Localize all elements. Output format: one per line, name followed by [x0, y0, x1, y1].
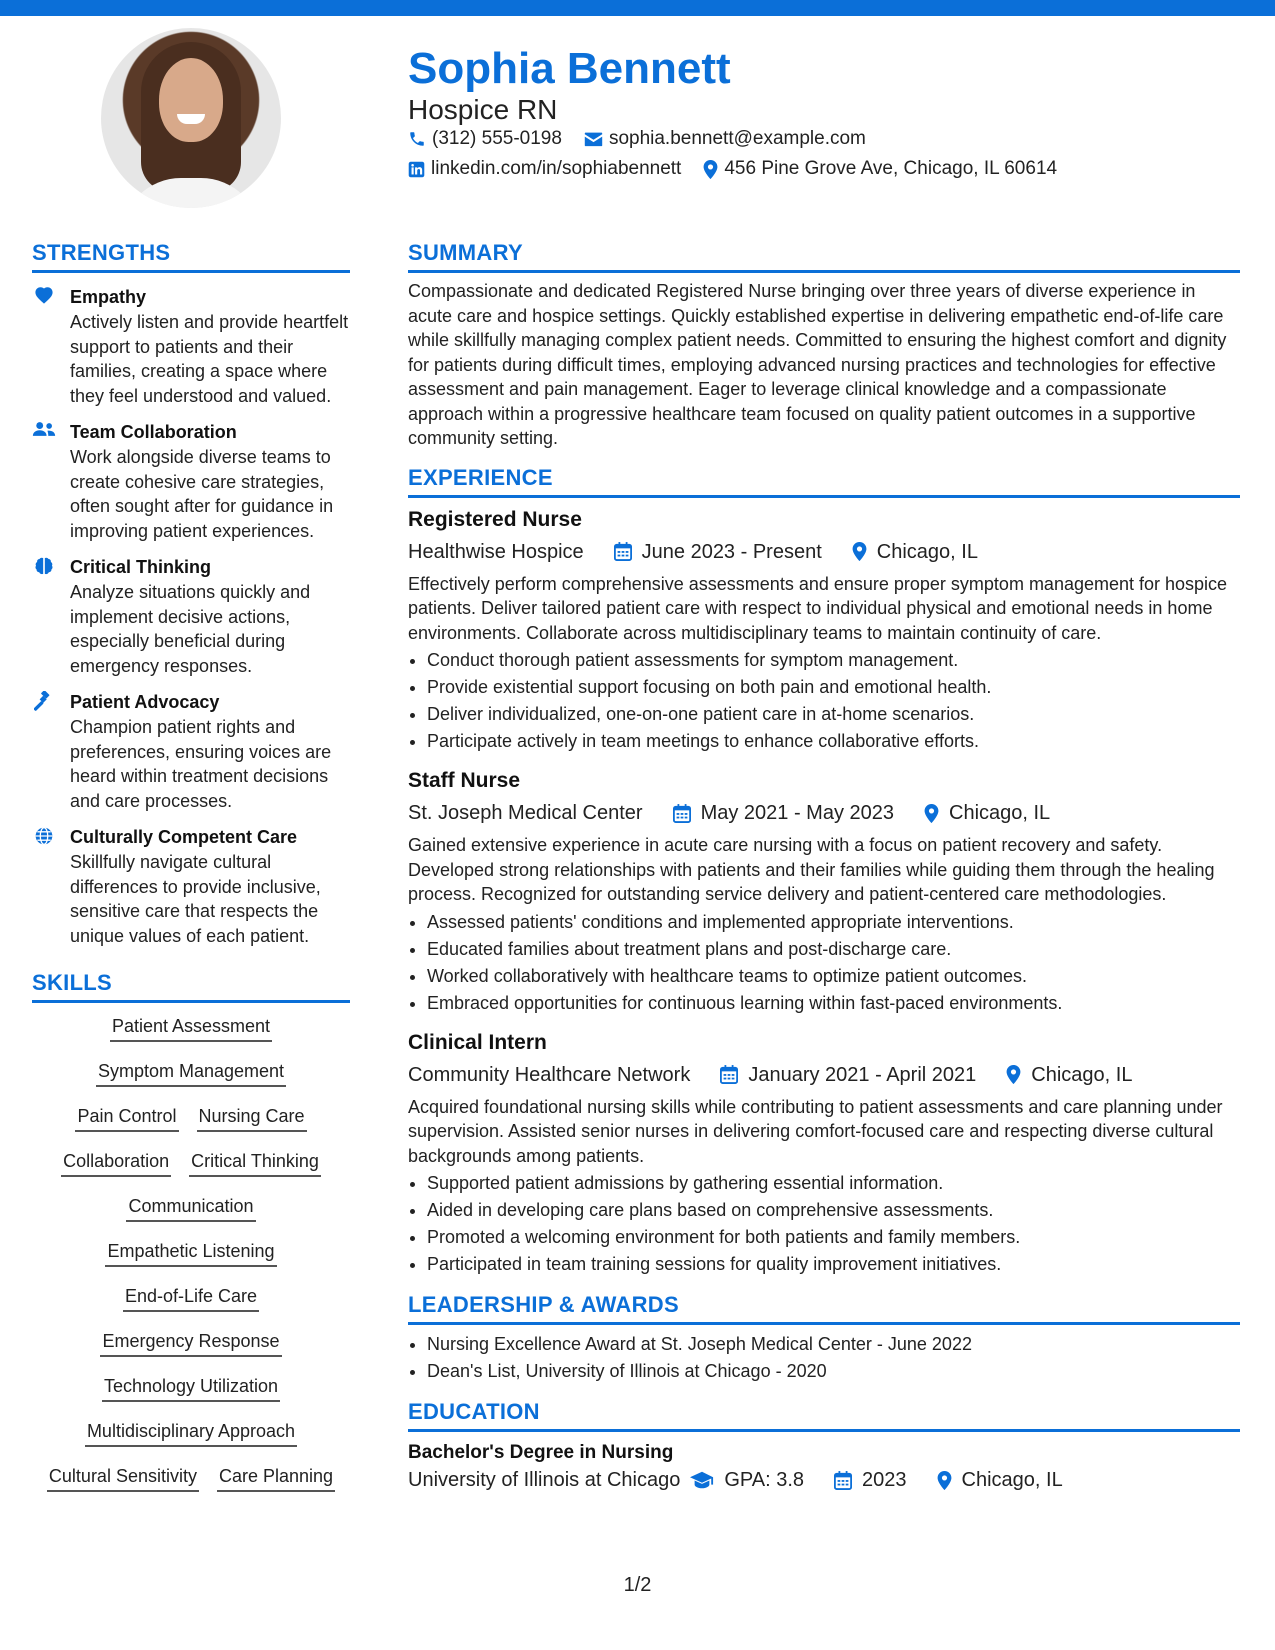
- job-entry: [408, 506, 1240, 756]
- education-location: Chicago, IL: [961, 1469, 1063, 1491]
- strength-item: [32, 420, 350, 543]
- map-pin-icon: [924, 804, 939, 823]
- job-dates: June 2023 - Present: [641, 540, 822, 563]
- strength-description: Champion patient rights and preferences, ensuring voices are heard within treatment decisions and care processes.: [70, 717, 332, 811]
- job-entry: [408, 1029, 1240, 1279]
- skills-row: [32, 1420, 350, 1465]
- skill-tag: End-of-Life Care: [123, 1285, 259, 1312]
- strength-name: Critical Thinking: [70, 557, 212, 577]
- experience-list: [408, 506, 1240, 1279]
- skills-heading: SKILLS: [32, 970, 350, 1003]
- strength-name: Patient Advocacy: [70, 692, 220, 712]
- education-heading: EDUCATION: [408, 1399, 1240, 1432]
- skill-tag: Emergency Response: [100, 1330, 281, 1357]
- contact-row-1: [408, 128, 866, 150]
- envelope-icon: [584, 131, 603, 147]
- phone-icon: [408, 130, 426, 148]
- job-entry: [408, 767, 1240, 1017]
- job-bullets: [408, 909, 1240, 1017]
- strength-name: Empathy: [70, 287, 147, 307]
- skill-tag: Technology Utilization: [102, 1375, 280, 1402]
- linkedin-icon: [408, 161, 425, 178]
- skill-tag: Pain Control: [75, 1105, 178, 1132]
- job-meta: [408, 538, 1240, 566]
- email-link[interactable]: sophia.bennett@example.com: [608, 128, 866, 149]
- school-name: University of Illinois at Chicago: [408, 1469, 681, 1491]
- skill-tag: Multidisciplinary Approach: [85, 1420, 297, 1447]
- skill-tag: Communication: [126, 1195, 255, 1222]
- strength-item: [32, 825, 350, 948]
- job-location: Chicago, IL: [876, 540, 978, 563]
- globe-icon: [32, 825, 56, 948]
- job-bullet: • Assessed patients' conditions and implemented appropriate interventions.: [427, 909, 1240, 936]
- job-dates: January 2021 - April 2021: [748, 1063, 977, 1086]
- address-text: 456 Pine Grove Ave, Chicago, IL 60614: [724, 158, 1058, 179]
- job-meta: [408, 1061, 1240, 1089]
- strength-item: [32, 285, 350, 408]
- users-icon: [32, 420, 56, 543]
- education-meta: [408, 1466, 1240, 1494]
- award-item: • Nursing Excellence Award at St. Joseph Medical Center - June 2022: [427, 1331, 1240, 1358]
- email-item[interactable]: [584, 128, 866, 150]
- brain-icon: [32, 555, 56, 678]
- job-bullet: • Participate actively in team meetings to enhance collaborative efforts.: [427, 728, 1240, 755]
- job-bullet: • Educated families about treatment plans and post-discharge care.: [427, 936, 1240, 963]
- job-bullet: • Aided in developing care plans based on comprehensive assessments.: [427, 1197, 1240, 1224]
- job-meta: [408, 799, 1240, 827]
- heart-icon: [32, 285, 56, 408]
- strength-name: Culturally Competent Care: [70, 827, 298, 847]
- job-dates: May 2021 - May 2023: [700, 802, 894, 824]
- job-bullet: • Provide existential support focusing on both pain and emotional health.: [427, 674, 1240, 701]
- right-column: [408, 240, 1240, 1494]
- job-bullet: • Deliver individualized, one-on-one patient care in at-home scenarios.: [427, 701, 1240, 728]
- contact-row-2: [408, 158, 1057, 180]
- skills-row: [32, 1195, 350, 1240]
- job-bullets: [408, 647, 1240, 755]
- awards-heading: LEADERSHIP & AWARDS: [408, 1292, 1240, 1325]
- job-description: Gained extensive experience in acute care nursing with a focus on patient recovery and safety. Developed strong relationships with patients and their families while guiding them through the healing process. Recognized for outstanding service delivery and patient-centered care methodologies.: [408, 835, 1215, 904]
- strengths-heading: STRENGTHS: [32, 240, 350, 273]
- gavel-icon: [32, 690, 56, 813]
- skill-tag: Cultural Sensitivity: [47, 1465, 199, 1492]
- job-title: Registered Nurse: [408, 507, 582, 531]
- job-bullet: • Conduct thorough patient assessments for symptom management.: [427, 647, 1240, 674]
- strength-description: Analyze situations quickly and implement decisive actions, especially beneficial during emergency responses.: [70, 582, 311, 676]
- candidate-name: Sophia Bennett: [408, 44, 731, 93]
- strength-description: Work alongside diverse teams to create cohesive care strategies, often sought after for guidance in improving patient experiences.: [70, 447, 334, 541]
- skills-list: [32, 1015, 350, 1510]
- page-number: 1/2: [623, 1574, 652, 1596]
- job-bullets: [408, 1170, 1240, 1278]
- degree-title: Bachelor's Degree in Nursing: [408, 1442, 674, 1463]
- awards-list: [408, 1331, 1240, 1385]
- skill-tag: Nursing Care: [197, 1105, 307, 1132]
- job-title: Clinical Intern: [408, 1030, 547, 1054]
- skill-tag: Care Planning: [217, 1465, 335, 1492]
- job-bullet: • Promoted a welcoming environment for both patients and family members.: [427, 1224, 1240, 1251]
- map-pin-icon: [703, 160, 718, 179]
- calendar-icon: [834, 1471, 852, 1490]
- skill-tag: Symptom Management: [96, 1060, 286, 1087]
- strength-description: Actively listen and provide heartfelt support to patients and their families, creating a space where they feel understood and valued.: [70, 312, 349, 406]
- profile-photo: [101, 28, 281, 208]
- award-item: • Dean's List, University of Illinois at Chicago - 2020: [427, 1358, 1240, 1385]
- linkedin-item[interactable]: [408, 158, 681, 180]
- map-pin-icon: [852, 542, 867, 561]
- strengths-list: [32, 285, 350, 948]
- skills-row: [32, 1015, 350, 1060]
- job-bullet: • Participated in team training sessions for quality improvement initiatives.: [427, 1251, 1240, 1278]
- skills-row: [32, 1375, 350, 1420]
- phone-item: [408, 128, 562, 150]
- top-accent-bar: [0, 0, 1275, 16]
- skills-row: [32, 1285, 350, 1330]
- strength-description: Skillfully navigate cultural differences to provide inclusive, sensitive care that respects the unique values of each patient.: [70, 852, 321, 946]
- experience-heading: EXPERIENCE: [408, 465, 1240, 498]
- map-pin-icon: [937, 1471, 952, 1490]
- job-description: Effectively perform comprehensive assessments and ensure proper symptom management for hospice patients. Deliver tailored patient care with respect to individual physical and emotional needs in home environments. Collaborate across multidisciplinary teams to maintain continuity of care.: [408, 573, 1228, 643]
- calendar-icon: [614, 542, 632, 561]
- skill-tag: Patient Assessment: [110, 1015, 272, 1042]
- calendar-icon: [720, 1065, 738, 1084]
- summary-text: Compassionate and dedicated Registered Nurse bringing over three years of diverse experience in acute care and hospice settings. Quickly established expertise in delivering empathetic end-of-life care while skillfully managing complex patient needs. Committed to ensuring the highest comfort and dignity for patients during difficult times, employing advanced nursing practices and technologies for effective assessment and pain management. Eager to leverage clinical knowledge and a compassionate approach within a progressive healthcare team focused on quality patient outcomes in a supportive community setting.: [408, 281, 1227, 448]
- skills-row: [32, 1330, 350, 1375]
- phone-text: (312) 555-0198: [432, 128, 562, 149]
- job-title: Staff Nurse: [408, 769, 521, 792]
- map-pin-icon: [1006, 1065, 1021, 1084]
- summary-heading: SUMMARY: [408, 240, 1240, 273]
- linkedin-link[interactable]: linkedin.com/in/sophiabennett: [431, 158, 682, 179]
- address-item: [703, 158, 1057, 180]
- job-organization: Community Healthcare Network: [408, 1063, 691, 1086]
- job-bullet: • Embraced opportunities for continuous learning within fast-paced environments.: [427, 990, 1240, 1017]
- skills-row: [32, 1465, 350, 1510]
- job-organization: St. Joseph Medical Center: [408, 802, 643, 824]
- strength-name: Team Collaboration: [70, 422, 237, 442]
- job-location: Chicago, IL: [1031, 1063, 1133, 1086]
- left-column: [32, 240, 350, 1510]
- job-organization: Healthwise Hospice: [408, 540, 584, 563]
- graduation-cap-icon: [690, 1471, 714, 1489]
- gpa-text: GPA: 3.8: [724, 1469, 805, 1491]
- skills-row: [32, 1060, 350, 1105]
- strength-item: [32, 555, 350, 678]
- graduation-year: 2023: [862, 1469, 907, 1491]
- skills-row: [32, 1150, 350, 1195]
- skill-tag: Empathetic Listening: [105, 1240, 276, 1267]
- strength-item: [32, 690, 350, 813]
- skill-tag: Critical Thinking: [189, 1150, 321, 1177]
- job-location: Chicago, IL: [949, 802, 1051, 824]
- job-bullet: • Supported patient admissions by gathering essential information.: [427, 1170, 1240, 1197]
- skill-tag: Collaboration: [61, 1150, 171, 1177]
- candidate-role: Hospice RN: [408, 94, 558, 125]
- job-bullet: • Worked collaboratively with healthcare teams to optimize patient outcomes.: [427, 963, 1240, 990]
- skills-row: [32, 1105, 350, 1150]
- calendar-icon: [673, 804, 691, 823]
- skills-row: [32, 1240, 350, 1285]
- job-description: Acquired foundational nursing skills while contributing to patient assessments and care planning under supervision. Assisted senior nurses in delivering comfort-focused care and respecting diverse cultural backgrounds among patients.: [408, 1096, 1223, 1166]
